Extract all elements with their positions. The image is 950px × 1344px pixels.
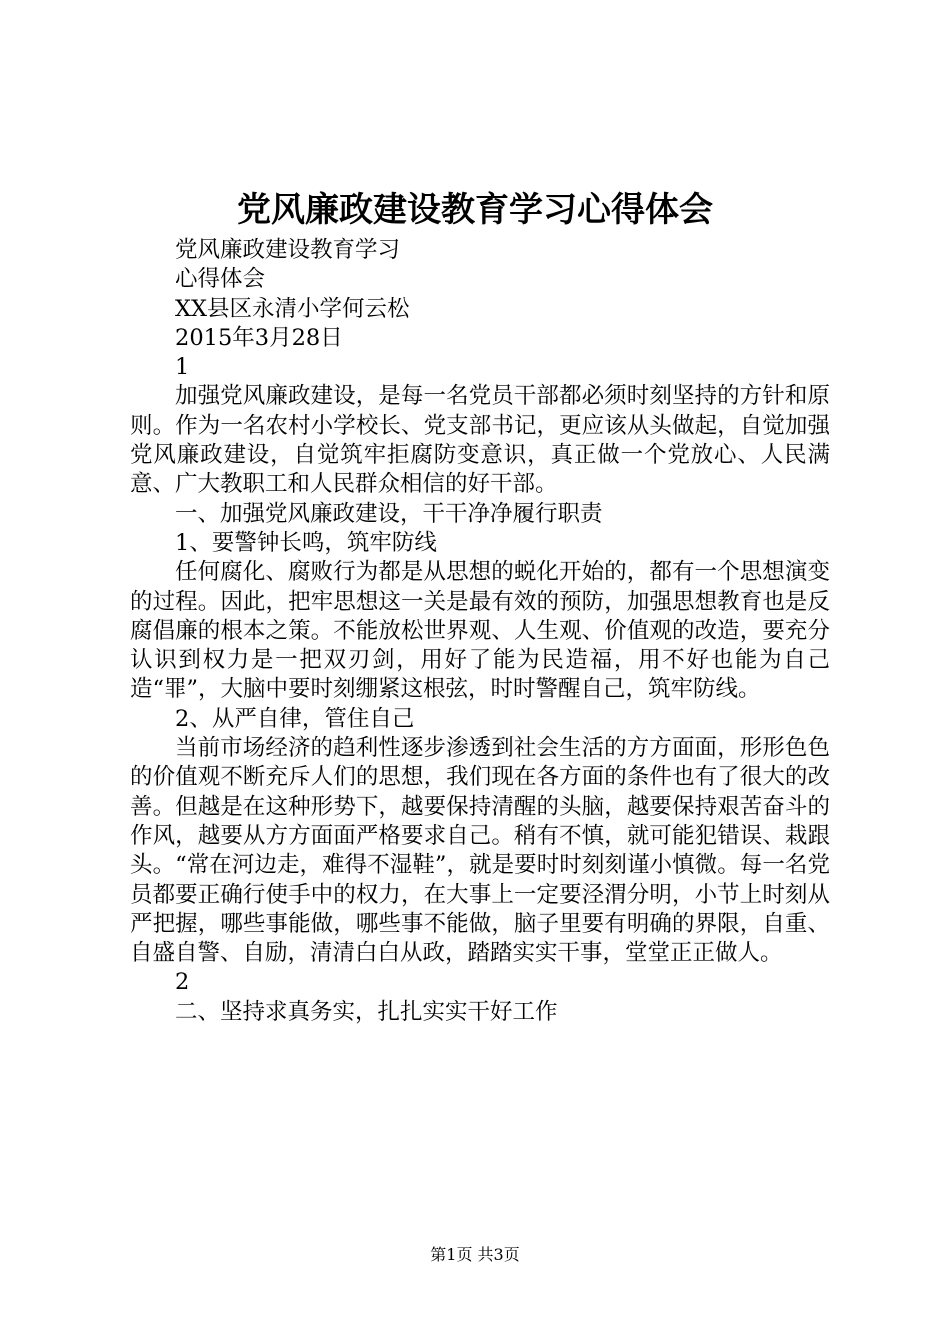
heading-section-2: 二、坚持求真务实，扎扎实实干好工作 [175,998,558,1025]
section-number-2: 2 [175,969,190,996]
paragraph-2: 当前市场经济的趋利性逐步渗透到社会生活的方方面面，形形色色的价值观不断充斥人们的思想，我们现在各方面的条件也有了很大的改善。但越是在这种形势下，越要保持清醒的头脑，越要保持艰苦奋斗的作风，越要从方方面面严格要求自己。稍有不慎，就可能犯错误、栽跟头。“常在河边走，难得不湿鞋”，就是要时时刻刻谨小慎微。每一名党员都要正确行使手中的权力，在大事上一定要泾渭分明，小节上时刻从严把握，哪些事能做，哪些事不能做，脑子里要有明确的界限，自重、自盛自警、自励，清清白白从政，踏踏实实干事，堂堂正正做人。 [130,735,830,967]
paragraph-1: 任何腐化、腐败行为都是从思想的蜕化开始的，都有一个思想演变的过程。因此，把牢思想这一关是最有效的预防，加强思想教育也是反腐倡廉的根本之策。不能放松世界观、人生观、价值观的改造，要充分认识到权力是一把双刃剑，用好了能为民造福，用不好也能为自己造“罪”，大脑中要时刻绷紧这根弦，时时警醒自己，筑牢防线。 [130,559,830,703]
subtitle-line-2: 心得体会 [175,266,266,293]
document-title: 党风廉政建设教育学习心得体会 [237,190,713,230]
section-number-1: 1 [175,354,190,381]
subheading-1: 1、要警钟长鸣，筑牢防线 [175,529,437,556]
author-line: XX县区永清小学何云松 [175,295,410,322]
heading-section-1: 一、加强党风廉政建设，干干净净履行职责 [175,500,603,527]
document-body [130,236,830,1027]
intro-paragraph: 加强党风廉政建设，是每一名党员干部都必须时刻坚持的方针和原则。作为一名农村小学校长、党支部书记，更应该从头做起，自觉加强党风廉政建设，自觉筑牢拒腐防变意识，真正做一个党放心、人民满意、广大教职工和人民群众相信的好干部。 [130,383,830,498]
subheading-2: 2、从严自律，管住自己 [175,705,415,732]
page-footer: 第1页 共3页 [430,1245,520,1264]
subtitle-line-1: 党风廉政建设教育学习 [175,237,401,263]
date-line: 2015年3月28日 [175,324,343,351]
